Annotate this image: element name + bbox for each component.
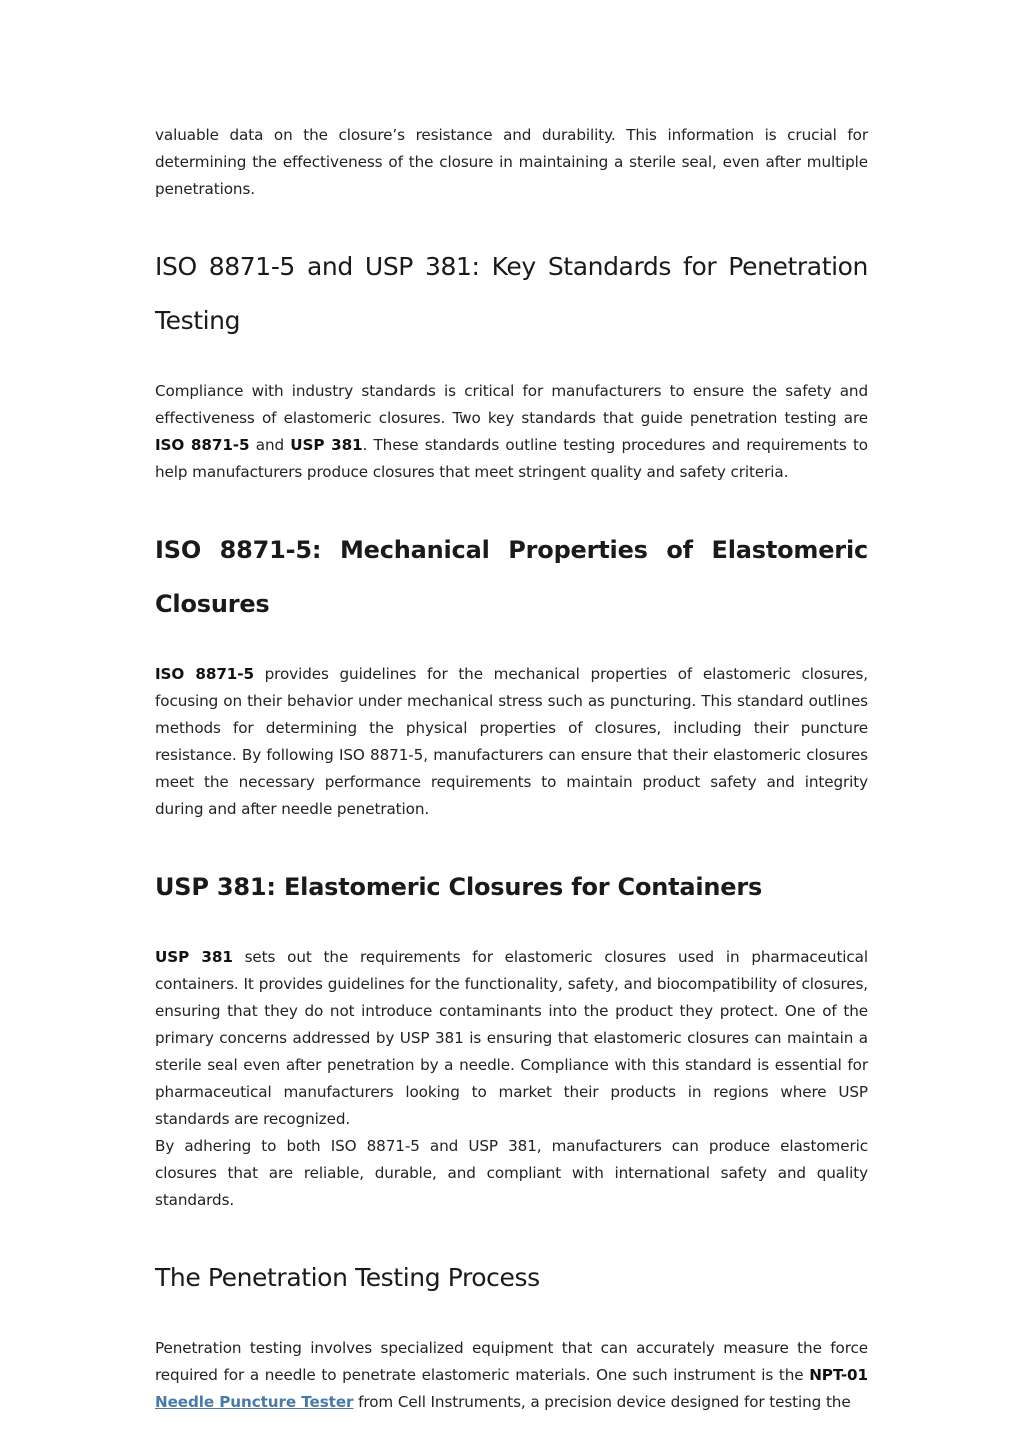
document-page [155, 122, 868, 1416]
iso-8871-5-bold: ISO 8871-5 [155, 665, 254, 683]
iso-8871-5-bold: ISO 8871-5 [155, 436, 250, 454]
compliance-text-end: . These standards outline testing procedures and requirements to help manufacturers produce closures that meet stringent quality and safety criteria. [155, 436, 868, 481]
needle-puncture-tester-link[interactable]: Needle Puncture Tester [155, 1393, 354, 1411]
process-text: Penetration testing involves specialized equipment that can accurately measure the force required for a needle to penetrate elastomeric materials. One such instrument is the [155, 1339, 868, 1384]
usp-381-bold: USP 381 [155, 948, 233, 966]
heading-testing-process: The Penetration Testing Process [155, 1263, 540, 1292]
usp-381-bold: USP 381 [290, 436, 363, 454]
heading-key-standards: ISO 8871-5 and USP 381: Key Standards for Penetration Testing [155, 252, 868, 335]
intro-paragraph: valuable data on the closure’s resistance and durability. This information is crucial for determining the effectiveness of the closure in maintaining a sterile seal, even after multiple penetrations. [155, 126, 868, 198]
npt-01-bold: NPT-01 [809, 1366, 868, 1384]
iso-paragraph [155, 661, 868, 823]
iso-text: provides guidelines for the mechanical properties of elastomeric closures, focusing on their behavior under mechanical stress such as puncturing. This standard outlines methods for determining the physical properties of closures, including their puncture resistance. By following ISO 8871-5, manufacturers can ensure that their elastomeric closures meet the necessary performance requirements to maintain product safety and integrity during and after needle penetration. [155, 665, 868, 818]
adhering-paragraph: By adhering to both ISO 8871-5 and USP 381, manufacturers can produce elastomeric closures that are reliable, durable, and compliant with international safety and quality standards. [155, 1137, 868, 1209]
heading-usp-381: USP 381: Elastomeric Closures for Containers [155, 873, 763, 901]
process-paragraph [155, 1335, 868, 1416]
compliance-paragraph [155, 378, 868, 486]
process-text-end: from Cell Instruments, a precision device designed for testing the [353, 1393, 851, 1411]
heading-iso-8871-5: ISO 8871-5: Mechanical Properties of Elastomeric Closures [155, 536, 868, 618]
compliance-text: Compliance with industry standards is critical for manufacturers to ensure the safety and effectiveness of elastomeric closures. Two key standards that guide penetration testing are [155, 382, 868, 427]
usp-paragraph [155, 944, 868, 1133]
usp-text: sets out the requirements for elastomeric closures used in pharmaceutical containers. It provides guidelines for the functionality, safety, and biocompatibility of closures, ensuring that they do not introduce contaminants into the product they protect. One of the primary concerns addressed by USP 381 is ensuring that elastomeric closures can maintain a sterile seal even after penetration by a needle. Compliance with this standard is essential for pharmaceutical manufacturers looking to market their products in regions where USP standards are recognized. [155, 948, 868, 1128]
compliance-and: and [249, 436, 291, 454]
